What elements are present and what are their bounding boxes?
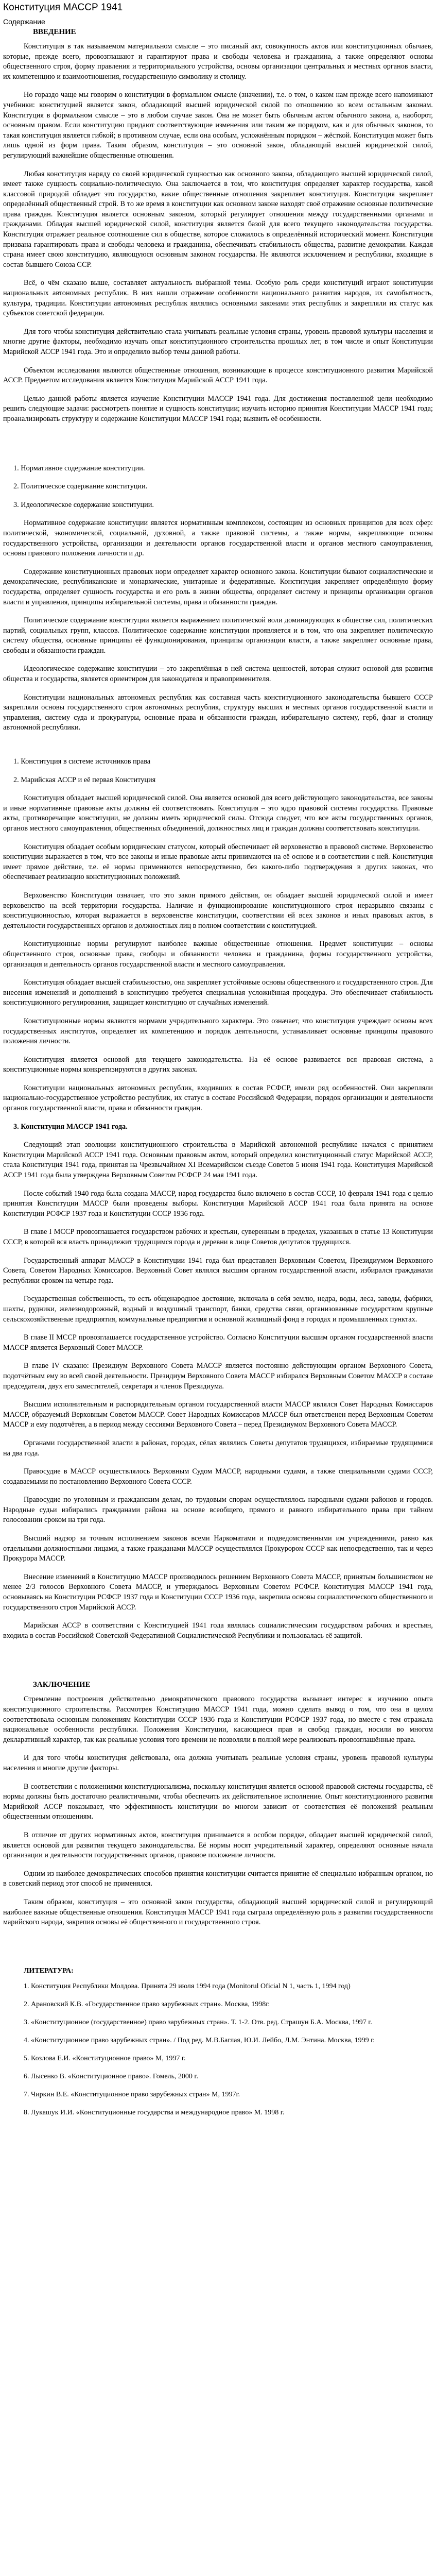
paragraph: Нормативное содержание конституции является нормативным комплексом, состоящим из основных принципов для всех сфер: политической, экономической, социальной, духовной, а также правовой системы, а также нормы, закрепляющие основы государственного устройства, организации и деятельности органов государственной власти и органов местного самоуправления, основы правового положения личности и др.	[3, 519, 433, 558]
paragraph: Для того чтобы конституция действительно стала учитывать реальные условия страны, уровень правовой культуры населения и многие другие факторы, необходимо изучать опыт конституционного строительства прошлых лет, в том числе и опыт Конституции Марийской АССР 1941 года. Это и определило выбор темы данной работы.	[3, 327, 433, 357]
paragraph: Правосудие по уголовным и гражданским делам, по трудовым спорам осуществлялось народными судами районов и городов. Народные судьи избирались гражданами района на основе всеобщего, прямого и равного избирательного права при тайном голосовании сроком на три года.	[3, 1496, 433, 1524]
paragraph: Целью данной работы является изучение Конституции МАССР 1941 года. Для достижения поставленной цели необходимо решить следующие задачи: рассмотреть понятие и сущность конституции; изучить историю принятия Конституции МАССР 1941 года; проанализировать структуру и содержание Конституции МАССР 1941 года; выявить её особенности.	[3, 394, 433, 423]
paragraph: Таким образом, конституция – это основной закон государства, обладающий высшей юридической силой и регулирующий наиболее важные общественные отношения. Конституция МАССР 1941 года сыграла определённую роль в развитии государственности марийского народа, закрепив основы её общественного и государственного строя.	[3, 1897, 433, 1927]
spacer	[3, 741, 433, 757]
paragraph: Конституция обладает особым юридическим статусом, который обеспечивает ей верховенство в правовой системе. Верховенство конституции выражается в том, что все законы и иные правовые акты принимаются на её основе и в соответствии с ней. Конституция имеет прямое действие, т.е. её нормы применяются непосредственно, без какого-либо подтверждения в других законах, что обеспечивает реализацию конституционных положений.	[3, 842, 433, 882]
paragraph: Верховенство Конституции означает, что это закон прямого действия, он обладает высшей юридической силой и имеет верховенство на всей территории государства. Наличие и функционирование конституционного строя неразрывно связаны с конституционностью, которая выражается в верховенстве конституции, соответствии ей всех законов и иных правовых актов, в деятельности государственных органов и должностных лиц в полном соответствии с конституцией.	[3, 891, 433, 930]
document-body	[3, 42, 433, 1967]
paragraph: И для того чтобы конституция действовала, она должна учитывать реальные условия страны, уровень правовой культуры населения и многие другие факторы.	[3, 1754, 433, 1772]
document-title: Конституция МАССР 1941	[3, 2, 123, 13]
section-heading: 2. Марийская АССР и её первая Конституция	[13, 775, 156, 784]
literature-item: 2. Арановский К.В. «Государственное право зарубежных стран». Москва, 1998г.	[24, 2000, 270, 2008]
conclusion-heading: ЗАКЛЮЧЕНИЕ	[33, 1681, 91, 1689]
list-item: 2. Политическое содержание конституции.	[13, 482, 148, 491]
literature-item: 1. Конституция Республики Молдова. Принята 29 июля 1994 года (Monitorul Oficial N 1, часть 1, 1994 год)	[24, 1982, 351, 1990]
paragraph: Конституция является основой для текущего законодательства. На её основе развивается вся правовая система, а конституционные нормы конкретизируются в других законах.	[3, 1055, 433, 1074]
paragraph: Конституционные нормы являются нормами учредительного характера. Это означает, что конституция учреждает основы всех государственных институтов, определяет их компетенцию и порядок деятельности, устанавливает основные принципы правового положения личности.	[3, 1016, 433, 1046]
paragraph: Органами государственной власти в районах, городах, сёлах являлись Советы депутатов трудящихся, избираемые трудящимися на два года.	[3, 1438, 433, 1458]
paragraph: Одним из наиболее демократических способов принятия конституции считается принятие её специально избранным органом, но в советский период этот способ не применялся.	[3, 1869, 433, 1888]
document-page	[0, 2, 436, 2117]
literature-item: 3. «Конституционное (государственное) право зарубежных стран». Т. 1-2. Отв. ред. Страшун Б.А. Москва, 1997 г.	[24, 2018, 372, 2026]
paragraph: Стремление построения действительно демократического правового государства вызывает интерес к изучению опыта конституционного строительства. Рассмотрев Конституцию МАССР 1941 года, можно сделать вывод о том, что она в целом соответствовала основным положениям Конституции СССР 1936 года и Конституции РСФСР 1937 года, но вместе с тем отражала национальные особенности республики. Положения Конституции, касающиеся прав и свобод граждан, носили во многом декларативный характер, так как реальные условия того времени не позволяли в полной мере реализовать провозглашённые права.	[3, 1695, 433, 1744]
spacer	[3, 1649, 433, 1680]
literature-item: 4. «Конституционное право зарубежных стран». / Под ред. М.В.Баглая, Ю.И. Лейбо, Л.М. Энтина. Москва, 1999 г.	[24, 2036, 375, 2044]
spacer	[3, 433, 433, 464]
intro-heading: ВВЕДЕНИЕ	[33, 27, 76, 36]
spacer	[3, 1936, 433, 1967]
paragraph: Всё, о чём сказано выше, составляет актуальность выбранной темы. Особую роль среди конституций играют конституции национальных автономных республик. В них нашли отражение особенности национального развития народов, их самобытность, культура, традиции. Конституции автономных республик являлись основными законами этих республик и закрепляли их статус как субъектов советской федерации.	[3, 279, 433, 318]
literature-item: 8. Лукашук И.И. «Конституционные государства и международное право» М. 1998 г.	[24, 2108, 285, 2116]
paragraph: Любая конституция наряду со своей юридической сущностью как основного закона, обладающего высшей юридической силой, имеет также сущность социально-политическую. Она заключается в том, что конституция определяет характер государства, какой классовой природой обладает это государство, какие общественные отношения закрепляет конституция. Конституция закрепляет определённый общественный строй. В то же время в конституции как основном законе находят своё отражение основные политические права граждан. Конституция является основным законом, который регулирует отношения между государственными органами и гражданами. Обладая высшей юридической силой, конституция является базой для всего текущего законодательства государства. Конституция отражает реальное соотношение сил в обществе, которое сложилось в определённый исторический момент. Конституция призвана гарантировать права и свободы человека и гражданина, обеспечивать стабильность общества, развитие демократии. Каждая страна имеет свою конституцию, являющуюся основным законом государства. Не являются исключением и республики, входящие в состав бывшего Союза ССР.	[3, 170, 433, 269]
paragraph: Правосудие в МАССР осуществлялось Верховным Судом МАССР, народными судами, а также специальными судами СССР, создаваемыми по постановлению Верховного Совета СССР.	[3, 1467, 433, 1486]
paragraph: Государственная собственность, то есть общенародное достояние, включала в себя землю, недра, воды, леса, заводы, фабрики, шахты, рудники, железнодорожный, водный и воздушный транспорт, банки, средства связи, организованные государством крупные сельскохозяйственные предприятия, коммунальные предприятия и основной жилищный фонд в городах и промышленных пунктах.	[3, 1295, 433, 1324]
paragraph: Конституция обладает высшей юридической силой. Она является основой для всего действующего законодательства, все законы и иные нормативные правовые акты должны ей соответствовать. Конституция – это ядро правовой системы государства. Правовые акты, противоречащие конституции, не должны иметь юридической силы. Отсюда следует, что все акты государственных органов, органов местного самоуправления, общественных объединений, должностных лиц и граждан должны соответствовать конституции.	[3, 794, 433, 833]
paragraph: Идеологическое содержание конституции – это закреплённая в ней система ценностей, которая служит основой для развития общества и государства, является ориентиром для законодателя и правоприменителя.	[3, 665, 433, 684]
paragraph: Конституция обладает высшей стабильностью, она закрепляет устойчивые основы общественного и государственного строя. Для внесения изменений и дополнений в конституцию требуется специальная усложнённая процедура. Это обеспечивает стабильность конституционного регулирования, защищает конституцию от случайных изменений.	[3, 978, 433, 1007]
paragraph: В главе IV сказано: Президиум Верховного Совета МАССР является постоянно действующим органом Верховного Совета, подотчётным ему во всей своей деятельности. Президиум Верховного Совета МАССР избирался Верховным Советом МАССР в составе председателя, двух его заместителей, секретаря и членов Президиума.	[3, 1362, 433, 1391]
literature-heading: ЛИТЕРАТУРА:	[24, 1967, 74, 1975]
paragraph: Объектом исследования являются общественные отношения, возникающие в процессе конституционного развития Марийской АССР. Предметом исследования является Конституция Марийской АССР 1941 года.	[3, 366, 433, 385]
paragraph: Следующий этап эволюции конституционного строительства в Марийской автономной республике начался с принятием Конституции Марийской АССР 1941 года. Основным правовым актом, который определил конституционный статус Марийской АССР, стала Конституция 1941 года, принятая на Чрезвычайном XI Всемарийском съезде Советов 5 июня 1941 года. Конституция Марийской АССР 1941 года была утверждена Верховным Советом РСФСР 24 мая 1941 года.	[3, 1141, 433, 1180]
paragraph: В главе II МССР провозглашается государственное устройство. Согласно Конституции высшим органом государственной власти МАССР является Верховный Совет МАССР.	[3, 1333, 433, 1352]
paragraph: В главе I МССР провозглашается государством рабочих и крестьян, суверенным в пределах, указанных в статье 13 Конституции СССР, в которой вся власть принадлежит трудящимся города и деревни в лице Советов депутатов трудящихся.	[3, 1228, 433, 1247]
paragraph: После событий 1940 года была создана МАССР, народ государства было включено в состав СССР, 10 февраля 1941 года с целью принятия Конституции МАССР были проведены выборы. Конституция Марийской АССР 1941 года была принята на основе Конституции РСФСР 1937 года и Конституции СССР 1936 года.	[3, 1189, 433, 1218]
list-item: 3. Идеологическое содержание конституции.	[13, 500, 154, 509]
paragraph: Внесение изменений в Конституцию МАССР производилось решением Верховного Совета МАССР, принятым большинством не менее 2/3 голосов Верховного Совета МАССР, и утверждалось Верховным Советом РСФСР. Конституция МАССР 1941 года, основываясь на Конституции РСФСР 1937 года и Конституции СССР 1936 года, закрепила основы социалистического общественного и государственного строя Марийской АССР.	[3, 1572, 433, 1612]
paragraph: Конституции национальных автономных республик как составная часть конституционного законодательства бывшего СССР закрепляли основы государственного строя автономных республик, структуру высших и местных органов государственной власти и управления, систему суда и прокуратуры, основные права и обязанности граждан, избирательную систему, герб, флаг и столицу автономной республики.	[3, 693, 433, 732]
section-heading: 1. Конституция в системе источников права	[13, 757, 151, 766]
literature-item: 5. Козлова Е.И. «Конституционное право» М, 1997 г.	[24, 2054, 186, 2062]
literature-item: 7. Чиркин В.Е. «Конституционное право зарубежных стран» М, 1997г.	[24, 2090, 240, 2098]
paragraph: Высшим исполнительным и распорядительным органом государственной власти МАССР являлся Совет Народных Комиссаров МАССР, образуемый Верховным Советом МАССР. Совет Народных Комиссаров МАССР был ответственен перед Верховным Советом МАССР и ему подотчётен, а в период между сессиями Верховного Совета – перед Президиумом Верховного Совета МАССР.	[3, 1400, 433, 1429]
list-item: 1. Нормативное содержание конституции.	[13, 464, 145, 472]
paragraph: Но гораздо чаще мы говорим о конституции в формальном смысле (значении), т.е. о том, о каком нам прежде всего напоминают учебники: конституцией является закон, обладающий высшей юридической силой по отношению ко всем остальным законам. Конституция в формальном смысле – это в любом случае закон. Она не может быть обычным актом обычного закона, а, наоборот, основным правом. Если конституцию придают соответствующие изменения или таким же порядком, как и для обычных законов, то такая конституция является гибкой; в противном случае, если она особым, усложнённым порядком – жёсткой. Конституция может быть лишь одной из форм права. Таким образом, конституция – это основной закон, обладающий высшей юридической силой, регулирующий важнейшие общественные отношения.	[3, 91, 433, 160]
paragraph: Политическое содержание конституции является выражением политической воли доминирующих в обществе сил, политических партий, социальных групп, классов. Политическое содержание конституции проявляется и в том, что она закрепляет политическую систему общества, основные принципы её функционирования, принципы организации власти, а также закрепляет основные права, свободы и обязанности граждан.	[3, 616, 433, 655]
paragraph: Высший надзор за точным исполнением законов всеми Наркоматами и подведомственными им учреждениями, равно как отдельными должностными лицами, а также гражданами МАССР осуществлялся Прокурором СССР как непосредственно, так и через Прокурора МАССР.	[3, 1534, 433, 1563]
literature-item: 6. Лысенко В. «Конституционное право». Гомель, 2000 г.	[24, 2072, 199, 2080]
paragraph: В отличие от других нормативных актов, конституция принимается в особом порядке, обладает высшей юридической силой, является основой для развития текущего законодательства. Её нормы носят учредительный характер, определяют основные начала организации и деятельности государственных органов, правовое положение личности.	[3, 1831, 433, 1860]
section-3-heading-text: 3. Конституция МАССР 1941 года.	[13, 1122, 128, 1131]
toc-label: Содержание	[3, 17, 45, 26]
paragraph: В соответствии с положениями конституционализма, поскольку конституция является основой правовой системы государства, её нормы должны быть достаточно реалистичными, чтобы обеспечить их действительное исполнение. Опыт конституционного развития Марийской АССР показывает, что эффективность конституции во многом зависит от соответствия её положений реальным общественным отношениям.	[3, 1782, 433, 1821]
paragraph: Конституционные нормы регулируют наиболее важные общественные отношения. Предмет конституции – основы общественного строя, основные права, свободы и обязанности человека и гражданина, формы государственного устройства, организация и деятельность органов государственной власти и местного самоуправления.	[3, 940, 433, 969]
paragraph: Содержание конституционных правовых норм определяет характер основного закона. Конституции бывают социалистические и демократические, республиканские и монархические, унитарные и федеративные. Конституция закрепляет определённую форму государства, определяет сущность государства и его роль в жизни общества, определяет систему и принципы организации органов власти и управления, принципы избирательной системы, права и обязанности граждан.	[3, 567, 433, 606]
section-3-heading	[3, 1122, 433, 1132]
paragraph: Конституции национальных автономных республик, входивших в состав РСФСР, имели ряд особенностей. Они закрепляли национально-государственное устройство республик, их статус в составе Российской Федерации, порядок организации и деятельности органов государственной власти, права и обязанности граждан.	[3, 1083, 433, 1113]
paragraph: Государственный аппарат МАССР в Конституции 1941 года был представлен Верховным Советом, Президиумом Верховного Совета, Советом Народных Комиссаров. Верховный Совет являлся высшим органом государственной власти, избирался гражданами республики сроком на четыре года.	[3, 1256, 433, 1285]
paragraph: Марийская АССР в соответствии с Конституцией 1941 года являлась социалистическим государством рабочих и крестьян, входила в состав Российской Советской Федеративной Социалистической Республики и пользовалась её защитой.	[3, 1621, 433, 1640]
paragraph: Конституция в так называемом материальном смысле – это писаный акт, совокупность актов или конституционных обычаев, которые, прежде всего, провозглашают и гарантируют права и свободы человека и гражданина, а также определяют основы общественного строя, форму правления и территориального устройства, основы организации центральных и местных органов власти, их компетенцию и взаимоотношения, государственную символику и столицу.	[3, 42, 433, 81]
literature-list	[3, 1981, 433, 2117]
